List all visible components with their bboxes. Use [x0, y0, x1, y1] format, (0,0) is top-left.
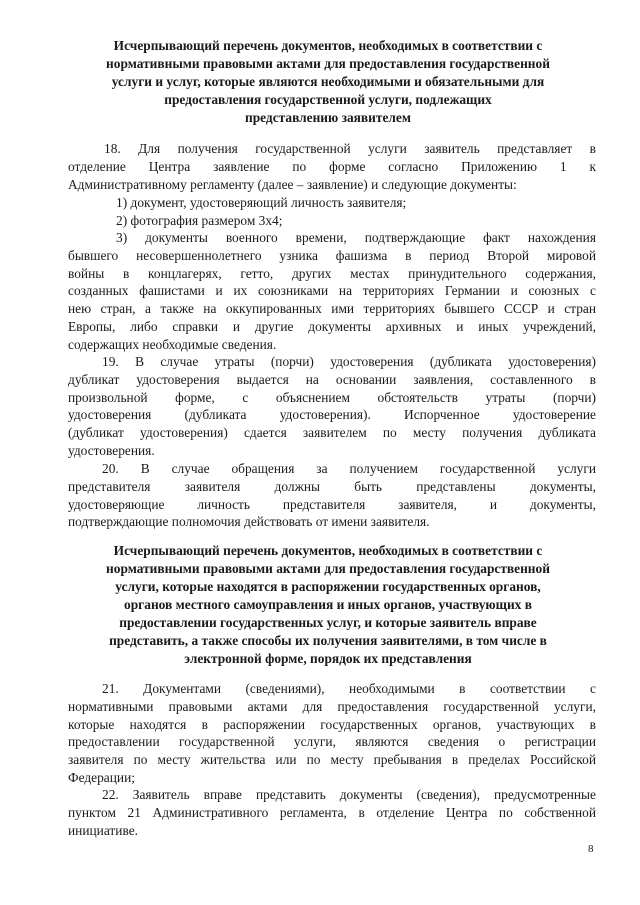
paragraph-22	[68, 786, 596, 839]
text-line: содержащих необходимые сведения.	[68, 336, 277, 352]
heading-line: услуги, которые находятся в распоряжении государственных органов,	[115, 579, 541, 594]
text-line: созданных фашистами и их союзниками на территориях Германии и союзных с	[68, 283, 596, 299]
heading-line: Исчерпывающий перечень документов, необходимых в соответствии с	[113, 543, 543, 558]
text-line: 19. В случае утраты (порчи) удостоверения (дубликата удостоверения)	[102, 354, 596, 369]
text-line: предоставлении государственной услуги, являются сведения о регистрации	[68, 734, 596, 750]
text-line: 20. В случае обращения за получением государственной услуги	[102, 461, 596, 476]
text-line: отделение Центра заявление по форме согласно Приложению 1 к	[68, 158, 596, 174]
text-line: пунктом 21 Административного регламента, в отделение Центра по собственной	[68, 804, 596, 820]
text-line: Административному регламенту (далее – заявление) и следующие документы:	[68, 176, 517, 192]
heading-line: предоставлении государственных услуг, и которые заявитель вправе	[119, 615, 537, 630]
paragraph-18	[68, 140, 596, 193]
text-line: произвольной форме, с объяснением обстоятельств утраты (порчи)	[68, 389, 596, 405]
list-item-3	[68, 229, 596, 354]
text-line: бывшего несовершеннолетнего узника фашизма в период Второй мировой	[68, 247, 596, 263]
heading-line: органов местного самоуправления и иных органов, участвующих в	[124, 597, 532, 612]
text-line: нею стран, а также на оккупированных ими территориях бывшего СССР и стран	[68, 301, 596, 317]
heading-line: представлению заявителем	[245, 110, 411, 125]
text-line: Федерации;	[68, 769, 135, 785]
text-line: которые находятся в распоряжении государственных органов, участвующих в	[68, 716, 596, 732]
text-line: представителя заявителя должны быть представлены документы,	[68, 478, 596, 494]
page-number: 8	[588, 843, 594, 855]
section-heading-interagency-documents	[60, 542, 596, 668]
text-line: подтверждающие полномочия действовать от имени заявителя.	[68, 514, 430, 530]
paragraph-21	[68, 680, 596, 787]
heading-line: представить, а также способы их получения заявителями, в том числе в	[109, 633, 547, 648]
list-item: 1) документ, удостоверяющий личность заявителя;	[116, 195, 407, 210]
text-line: войны в концлагерях, гетто, других местах принудительного содержания,	[68, 265, 596, 281]
text-line: дубликат удостоверения выдается на основании заявления, составленного в	[68, 371, 596, 387]
heading-line: услуги и услуг, которые являются необходимыми и обязательными для	[111, 74, 545, 89]
text-line: Европы, либо справки и другие документы архивных и иных учреждений,	[68, 318, 596, 334]
heading-line: нормативными правовыми актами для предоставления государственной	[106, 561, 550, 576]
text-line: удостоверяющие личность представителя заявителя, и документы,	[68, 496, 596, 512]
text-line: удостоверения (дубликата удостоверения). Испорченное удостоверение	[68, 407, 596, 423]
text-line: удостоверения.	[68, 442, 155, 458]
heading-line: электронной форме, порядок их представления	[184, 651, 472, 666]
heading-line: Исчерпывающий перечень документов, необходимых в соответствии с	[113, 38, 543, 53]
list-item: 2) фотография размером 3х4;	[116, 212, 283, 228]
text-line: инициативе.	[68, 822, 138, 838]
text-line: 18. Для получения государственной услуги заявитель представляет в	[104, 141, 596, 156]
paragraph-20	[68, 460, 596, 531]
text-line: нормативными правовыми актами для предоставления государственной услуги,	[68, 698, 596, 714]
text-line: 3) документы военного времени, подтверждающие факт нахождения	[116, 230, 596, 245]
text-line: заявителя по месту жительства или по месту пребывания в пределах Российской	[68, 752, 596, 768]
document-list	[68, 194, 596, 230]
section-heading-required-documents	[60, 37, 596, 127]
paragraph-19	[68, 353, 596, 460]
heading-line: нормативными правовыми актами для предоставления государственной	[106, 56, 550, 71]
text-line: 21. Документами (сведениями), необходимыми в соответствии с	[102, 681, 596, 696]
text-line: 22. Заявитель вправе представить документы (сведения), предусмотренные	[102, 787, 596, 802]
text-line: (дубликат удостоверения) сдается заявителем по месту получения дубликата	[68, 425, 596, 441]
heading-line: предоставления государственной услуги, подлежащих	[164, 92, 492, 107]
